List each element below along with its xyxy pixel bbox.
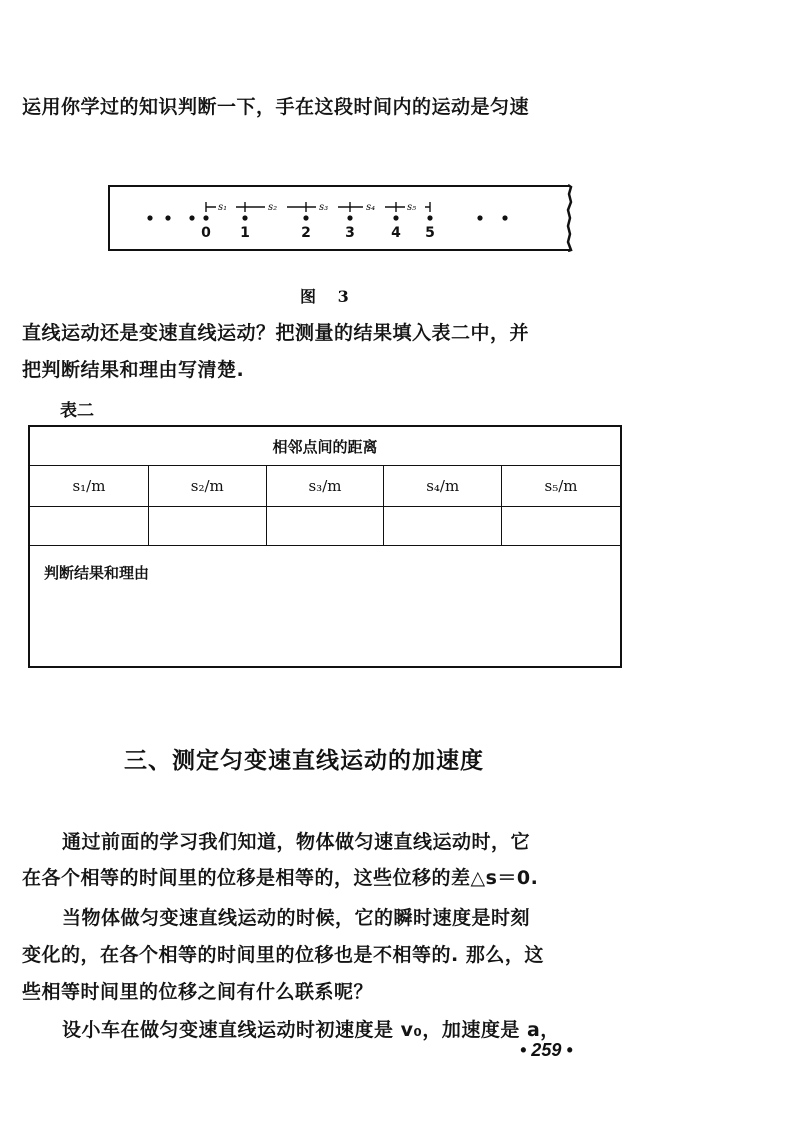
dots-and-segments-diagram [108, 185, 570, 251]
segment-label-s3: s₃ [319, 202, 329, 213]
point-label-4: 4 [391, 225, 401, 241]
point-label-0: 0 [201, 225, 211, 241]
paragraph-line: 把判断结果和理由写清楚. [22, 359, 245, 381]
body-line: 当物体做匀变速直线运动的时候，它的瞬时速度是时刻 [62, 907, 531, 929]
page-number: • 259 • [520, 1040, 573, 1060]
segment-label-s4: s₄ [366, 202, 376, 213]
value-cell-s5 [502, 507, 621, 546]
point-label-5: 5 [425, 225, 435, 241]
value-cell-s1 [29, 507, 148, 546]
point-label-2: 2 [301, 225, 311, 241]
column-header-s4: s₄/m [384, 466, 502, 507]
top-text-line: 运用你学过的知识判断一下，手在这段时间内的运动是匀速 [22, 96, 530, 118]
figure-caption: 图 3 [300, 287, 357, 306]
body-line: 变化的，在各个相等的时间里的位移也是不相等的. 那么，这 [22, 944, 544, 966]
section-heading: 三、测定匀变速直线运动的加速度 [124, 748, 484, 774]
measurement-table [28, 425, 622, 668]
body-line: 设小车在做匀变速直线运动时初速度是 v₀，加速度是 a， [62, 1019, 560, 1041]
value-cell-s2 [148, 507, 266, 546]
table-label: 表二 [60, 401, 94, 421]
segment-label-s2: s₂ [268, 202, 278, 213]
table-title: 相邻点间的距离 [29, 426, 621, 466]
column-header-s3: s₃/m [266, 466, 384, 507]
segment-label-s1: s₁ [218, 202, 228, 213]
column-header-s2: s₂/m [148, 466, 266, 507]
point-label-1: 1 [240, 225, 250, 241]
body-line: 通过前面的学习我们知道，物体做匀速直线运动时，它 [62, 831, 531, 853]
reason-cell: 判断结果和理由 [29, 546, 621, 668]
body-line: 些相等时间里的位移之间有什么联系呢？ [22, 981, 374, 1003]
paragraph-line: 直线运动还是变速直线运动？把测量的结果填入表二中，并 [22, 322, 530, 344]
segment-label-s5: s₅ [407, 202, 417, 213]
value-cell-s3 [266, 507, 384, 546]
value-cell-s4 [384, 507, 502, 546]
point-label-3: 3 [345, 225, 355, 241]
body-line: 在各个相等的时间里的位移是相等的，这些位移的差△s＝0. [22, 867, 539, 889]
column-header-s1: s₁/m [29, 466, 148, 507]
column-header-s5: s₅/m [502, 466, 621, 507]
